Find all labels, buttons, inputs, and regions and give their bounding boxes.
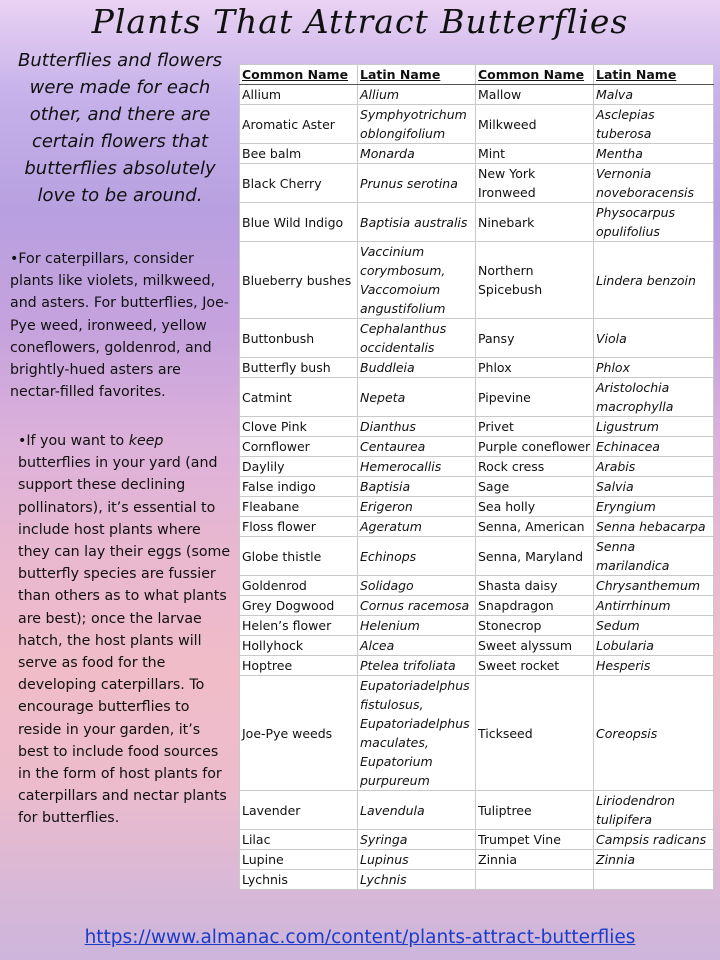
common-name-cell: Mallow <box>476 85 594 105</box>
latin-name-cell: Eryngium <box>594 497 714 517</box>
table-row <box>240 791 714 830</box>
latin-name-cell: Lindera benzoin <box>594 242 714 319</box>
common-name-cell: Phlox <box>476 358 594 378</box>
latin-name-cell: Antirrhinum <box>594 596 714 616</box>
latin-name-cell: Ageratum <box>358 517 476 537</box>
common-name-cell: Tickseed <box>476 676 594 791</box>
common-name-cell: Senna, American <box>476 517 594 537</box>
plants-table-body <box>240 85 714 890</box>
latin-name-cell: Salvia <box>594 477 714 497</box>
plants-table-container <box>239 64 713 890</box>
common-name-cell: Sweet rocket <box>476 656 594 676</box>
common-name-cell: Mint <box>476 144 594 164</box>
common-name-cell: Hoptree <box>240 656 358 676</box>
table-row <box>240 378 714 417</box>
common-name-cell: Blueberry bushes <box>240 242 358 319</box>
latin-name-cell: Nepeta <box>358 378 476 417</box>
common-name-cell: Fleabane <box>240 497 358 517</box>
latin-name-cell: Coreopsis <box>594 676 714 791</box>
common-name-cell <box>476 870 594 890</box>
latin-name-cell: Zinnia <box>594 850 714 870</box>
host-plants-tip-pre: •If you want to <box>18 433 129 449</box>
table-row <box>240 358 714 378</box>
common-name-cell: Grey Dogwood <box>240 596 358 616</box>
latin-name-cell: Allium <box>358 85 476 105</box>
latin-name-cell: Cephalanthus occidentalis <box>358 319 476 358</box>
latin-name-cell: Echinacea <box>594 437 714 457</box>
common-name-cell: Butterfly bush <box>240 358 358 378</box>
latin-name-cell: Dianthus <box>358 417 476 437</box>
common-name-cell: Clove Pink <box>240 417 358 437</box>
common-name-cell: Tuliptree <box>476 791 594 830</box>
latin-name-cell: Viola <box>594 319 714 358</box>
latin-name-cell: Mentha <box>594 144 714 164</box>
common-name-cell: Senna, Maryland <box>476 537 594 576</box>
common-name-cell: Lupine <box>240 850 358 870</box>
table-row <box>240 850 714 870</box>
common-name-cell: Sea holly <box>476 497 594 517</box>
common-name-cell: Shasta daisy <box>476 576 594 596</box>
latin-name-cell: Hesperis <box>594 656 714 676</box>
common-name-cell: Sweet alyssum <box>476 636 594 656</box>
common-name-cell: Rock cress <box>476 457 594 477</box>
latin-name-cell: Sedum <box>594 616 714 636</box>
common-name-cell: Zinnia <box>476 850 594 870</box>
latin-name-cell: Liriodendron tulipifera <box>594 791 714 830</box>
latin-name-cell: Baptisia australis <box>358 203 476 242</box>
latin-name-cell: Vernonia noveboracensis <box>594 164 714 203</box>
latin-name-cell: Arabis <box>594 457 714 477</box>
table-row <box>240 203 714 242</box>
latin-name-cell: Malva <box>594 85 714 105</box>
table-row <box>240 676 714 791</box>
latin-name-cell: Erigeron <box>358 497 476 517</box>
table-row <box>240 576 714 596</box>
common-name-cell: New York Ironweed <box>476 164 594 203</box>
common-name-cell: Cornflower <box>240 437 358 457</box>
caterpillar-tip-text: •For caterpillars, consider plants like violets, milkweed, and asters. For butterflies, Joe-Pye weed, ironweed, yellow coneflowers, goldenrod, and brightly-hued asters are nectar-filled favorites. <box>10 251 229 401</box>
common-name-cell: Northern Spicebush <box>476 242 594 319</box>
latin-name-cell: Lupinus <box>358 850 476 870</box>
latin-name-cell: Vaccinium corymbosum, Vaccomoium angustifolium <box>358 242 476 319</box>
latin-name-cell: Helenium <box>358 616 476 636</box>
table-row <box>240 477 714 497</box>
table-row <box>240 457 714 477</box>
page-title: Plants That Attract Butterflies <box>91 2 629 41</box>
common-name-cell: Sage <box>476 477 594 497</box>
header-latin-name-2: Latin Name <box>594 65 714 85</box>
common-name-cell: Snapdragon <box>476 596 594 616</box>
table-row <box>240 616 714 636</box>
common-name-cell: Purple coneflower <box>476 437 594 457</box>
common-name-cell: Lavender <box>240 791 358 830</box>
latin-name-cell: Symphyotrichum oblongifolium <box>358 105 476 144</box>
table-row <box>240 144 714 164</box>
latin-name-cell: Echinops <box>358 537 476 576</box>
common-name-cell: Black Cherry <box>240 164 358 203</box>
latin-name-cell: Syringa <box>358 830 476 850</box>
latin-name-cell: Buddleia <box>358 358 476 378</box>
latin-name-cell: Lavendula <box>358 791 476 830</box>
common-name-cell: Lilac <box>240 830 358 850</box>
latin-name-cell: Centaurea <box>358 437 476 457</box>
common-name-cell: Trumpet Vine <box>476 830 594 850</box>
latin-name-cell: Physocarpus opulifolius <box>594 203 714 242</box>
common-name-cell: Aromatic Aster <box>240 105 358 144</box>
common-name-cell: Allium <box>240 85 358 105</box>
latin-name-cell: Hemerocallis <box>358 457 476 477</box>
latin-name-cell: Lobularia <box>594 636 714 656</box>
latin-name-cell: Campsis radicans <box>594 830 714 850</box>
table-header-row <box>240 65 714 85</box>
latin-name-cell: Phlox <box>594 358 714 378</box>
common-name-cell: Catmint <box>240 378 358 417</box>
table-row <box>240 105 714 144</box>
common-name-cell: Blue Wild Indigo <box>240 203 358 242</box>
latin-name-cell <box>594 870 714 890</box>
table-row <box>240 85 714 105</box>
latin-name-cell: Aristolochia macrophylla <box>594 378 714 417</box>
table-row <box>240 417 714 437</box>
latin-name-cell: Ptelea trifoliata <box>358 656 476 676</box>
common-name-cell: Pansy <box>476 319 594 358</box>
latin-name-cell: Asclepias tuberosa <box>594 105 714 144</box>
latin-name-cell: Alcea <box>358 636 476 656</box>
header-common-name-1: Common Name <box>240 65 358 85</box>
plants-table <box>239 64 714 890</box>
latin-name-cell: Eupatoriadelphus fistulosus, Eupatoriadelphus maculates, Eupatorium purpureum <box>358 676 476 791</box>
host-plants-tip-post: butterflies in your yard (and support these declining pollinators), it’s essential to include host plants where they can lay their eggs (some butterfly species are fussier than others as to what plants are best); once the larvae hatch, the host plants will serve as food for the developing caterpillars. To encourage butterflies to reside in your garden, it’s best to include food sources in the form of host plants for caterpillars and nectar plants for butterflies. <box>18 455 231 827</box>
host-plants-tip-text <box>18 430 232 830</box>
table-row <box>240 164 714 203</box>
table-row <box>240 517 714 537</box>
common-name-cell: Buttonbush <box>240 319 358 358</box>
latin-name-cell: Senna marilandica <box>594 537 714 576</box>
latin-name-cell: Lychnis <box>358 870 476 890</box>
latin-name-cell: Ligustrum <box>594 417 714 437</box>
host-plants-tip-keyword: keep <box>128 433 164 449</box>
common-name-cell: Privet <box>476 417 594 437</box>
intro-text: Butterflies and flowers were made for each other, and there are certain flowers that butterflies absolutely love to be around. <box>18 50 222 206</box>
header-latin-name-1: Latin Name <box>358 65 476 85</box>
latin-name-cell: Solidago <box>358 576 476 596</box>
source-link[interactable]: https://www.almanac.com/content/plants-attract-butterflies <box>84 927 636 948</box>
table-row <box>240 830 714 850</box>
common-name-cell: Ninebark <box>476 203 594 242</box>
common-name-cell: Floss flower <box>240 517 358 537</box>
table-row <box>240 870 714 890</box>
common-name-cell: Bee balm <box>240 144 358 164</box>
latin-name-cell: Chrysanthemum <box>594 576 714 596</box>
common-name-cell: Daylily <box>240 457 358 477</box>
table-row <box>240 636 714 656</box>
header-common-name-2: Common Name <box>476 65 594 85</box>
common-name-cell: Milkweed <box>476 105 594 144</box>
common-name-cell: Stonecrop <box>476 616 594 636</box>
latin-name-cell: Prunus serotina <box>358 164 476 203</box>
table-row <box>240 242 714 319</box>
common-name-cell: Globe thistle <box>240 537 358 576</box>
latin-name-cell: Baptisia <box>358 477 476 497</box>
table-row <box>240 596 714 616</box>
table-row <box>240 497 714 517</box>
common-name-cell: False indigo <box>240 477 358 497</box>
table-row <box>240 656 714 676</box>
table-row <box>240 537 714 576</box>
table-row <box>240 319 714 358</box>
common-name-cell: Lychnis <box>240 870 358 890</box>
table-row <box>240 437 714 457</box>
common-name-cell: Pipevine <box>476 378 594 417</box>
common-name-cell: Joe-Pye weeds <box>240 676 358 791</box>
common-name-cell: Hollyhock <box>240 636 358 656</box>
latin-name-cell: Monarda <box>358 144 476 164</box>
common-name-cell: Goldenrod <box>240 576 358 596</box>
latin-name-cell: Cornus racemosa <box>358 596 476 616</box>
common-name-cell: Helen’s flower <box>240 616 358 636</box>
latin-name-cell: Senna hebacarpa <box>594 517 714 537</box>
